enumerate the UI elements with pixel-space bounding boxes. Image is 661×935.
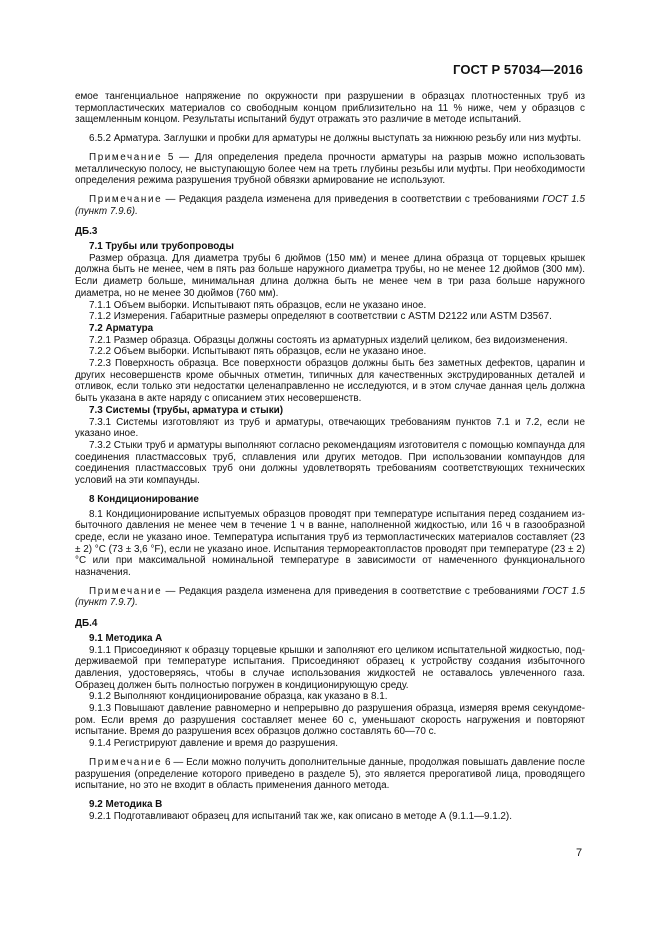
- note-a-ref: ГОСТ 1.5 (пункт 7.9.6).: [75, 193, 586, 217]
- paragraph-8-1: 8.1 Кондиционирование испытуемых образцов проводят при температуре испытания перед созданием избыточного давления не менее чем в течение 1 ч в ванне, наполненной жидкостью, или 16 ч в газообразной среде, если не указано иное. Температура испытания труб из термопластических материалов составляет (23 ± 2) °С (73 ± 3,6 °F), если не указано иное. Испытания термореактопластов проводят при температуре (23 ± 2) °С или при максимальной номинальной температуре в зависимости от намеченного функционального назначения.: [75, 508, 585, 579]
- section-db4: ДБ.4: [75, 618, 98, 630]
- note-b-label: Примечание: [89, 585, 163, 597]
- note-5-text: 5 — Для определения предела прочности арматуры на разрыв можно использовать металлическую полосу, не выступающую более чем на треть глубины резьбы или муфты. При необходимости определения режима разрушения трубной обвязки армирование не используют.: [75, 151, 585, 187]
- paragraph-9-1-3: 9.1.3 Повышают давление равномерно и непрерывно до разрушения образца, измеряя время секундомером. Если время до разрушения составляет менее 60 с, уменьшают скорость нагружения и повторяют испытание. Время до разрушения всех образцов должно составлять 60—70 с.: [75, 703, 585, 738]
- note-6: [75, 757, 585, 792]
- paragraph-intro: емое тангенциальное напряжение по окружности при разрушении в образцах плотностенных труб из термопластических материалов со свободным концом приблизительно на 11 % ниже, чем у образцов с защемленным концом. Результаты испытаний будут отражать это различие в методе испытаний.: [75, 91, 585, 126]
- note-a-text: — Редакция раздела изменена для приведения в соответствии с требованиями: [162, 193, 543, 205]
- paragraph-6-5-2: 6.5.2 Арматура. Заглушки и пробки для арматуры не должны выступать за нижнюю резьбу или низ муфты.: [89, 133, 582, 145]
- note-5-label: Примечание: [89, 151, 163, 163]
- paragraph-7-1-1: 7.1.1 Объем выборки. Испытывают пять образцов, если не указано иное.: [89, 299, 427, 311]
- document-body: [75, 91, 585, 822]
- paragraph-9-2-1: 9.2.1 Подготавливают образец для испытаний так же, как описано в методе А (9.1.1—9.1.2).: [89, 810, 512, 822]
- note-b-text: — Редакция раздела изменена для приведения в соответствие с требованиями: [162, 585, 543, 597]
- note-edition-b: [75, 586, 585, 609]
- paragraph-9-1-2: 9.1.2 Выполняют кондиционирование образца, как указано в 8.1.: [89, 691, 388, 703]
- paragraph-7-3-1: 7.3.1 Системы изготовляют из труб и арматуры, отвечающих требованиям пунктов 7.1 и 7.2, если не указано иное.: [75, 416, 585, 440]
- paragraph-7-2-2: 7.2.2 Объем выборки. Испытывают пять образцов, если не указано иное.: [89, 346, 427, 358]
- document-header: ГОСТ Р 57034—2016: [453, 62, 583, 77]
- paragraph-7-2-1: 7.2.1 Размер образца. Образцы должны состоять из арматурных изделий целиком, без видоизменения.: [89, 334, 568, 346]
- paragraph-7-1-2: 7.1.2 Измерения. Габаритные размеры определяют в соответствии с ASTM D2122 или ASTM D3567.: [89, 311, 552, 323]
- note-6-label: Примечание: [89, 756, 163, 768]
- paragraph-7-3-2: 7.3.2 Стыки труб и арматуры выполняют согласно рекомендациям изготовителя с помощью компаунда для соединения пластмассовых труб, сплавления или других методов. При использовании компаундов для соединения пластмассовых труб они должны удовлетворять требованиям соответствующих технических условий на эти компаунды.: [75, 439, 585, 487]
- heading-7-3: 7.3 Системы (трубы, арматура и стыки): [89, 404, 284, 416]
- heading-9-2: 9.2 Методика В: [89, 798, 163, 810]
- section-db3: ДБ.3: [75, 226, 98, 238]
- paragraph-7-2-3: 7.2.3 Поверхность образца. Все поверхности образцов должны быть без заметных дефектов, царапин и других несовершенств кроме обычных отметин, типичных для качественных экструдированных деталей и отливок, если только эти недостатки целенаправленно не исследуются, и в этом случае данная цель должна быть указана в акте наряду с описанием этих несовершенств.: [75, 358, 585, 405]
- heading-7-2: 7.2 Арматура: [89, 322, 154, 334]
- paragraph-9-1-1: 9.1.1 Присоединяют к образцу торцевые крышки и заполняют его целиком испытательной жидкостью, поддерживаемой при температуре испытания. Присоединяют образец к устройству создания избыточного давления, удостоверяясь, чтобы в случае использования жидкостей не оставалось увлеченного газа. Образец должен быть полностью погружен в кондиционирующую среду.: [75, 644, 585, 691]
- paragraph-9-1-4: 9.1.4 Регистрируют давление и время до разрушения.: [89, 738, 339, 750]
- note-6-text: 6 — Если можно получить дополнительные данные, продолжая повышать давление после разрушения (определение которого приведено в разделе 5), это является прерогативой лица, проводящего испытание, но это не входит в область применения данного метода.: [75, 756, 585, 792]
- paragraph-7-1: Размер образца. Для диаметра трубы 6 дюймов (150 мм) и менее длина образца от торцевых крышек должна быть не менее, чем в пять раз больше наружного диаметра трубы, но не менее 12 дюймов (300 мм). Если диаметр больше, минимальная длина должна быть не менее чем в три раза больше наружного диаметра, но не менее 30 дюймов (760 мм).: [75, 252, 585, 299]
- heading-8: 8 Кондиционирование: [89, 493, 199, 505]
- note-5: [75, 152, 585, 187]
- note-b-ref: ГОСТ 1.5 (пункт 7.9.7).: [75, 585, 585, 609]
- heading-9-1: 9.1 Методика А: [89, 632, 163, 644]
- note-a-label: Примечание: [89, 193, 163, 205]
- heading-7-1: 7.1 Трубы или трубопроводы: [89, 241, 234, 253]
- note-edition-a: [75, 194, 585, 217]
- page-number: 7: [576, 847, 583, 859]
